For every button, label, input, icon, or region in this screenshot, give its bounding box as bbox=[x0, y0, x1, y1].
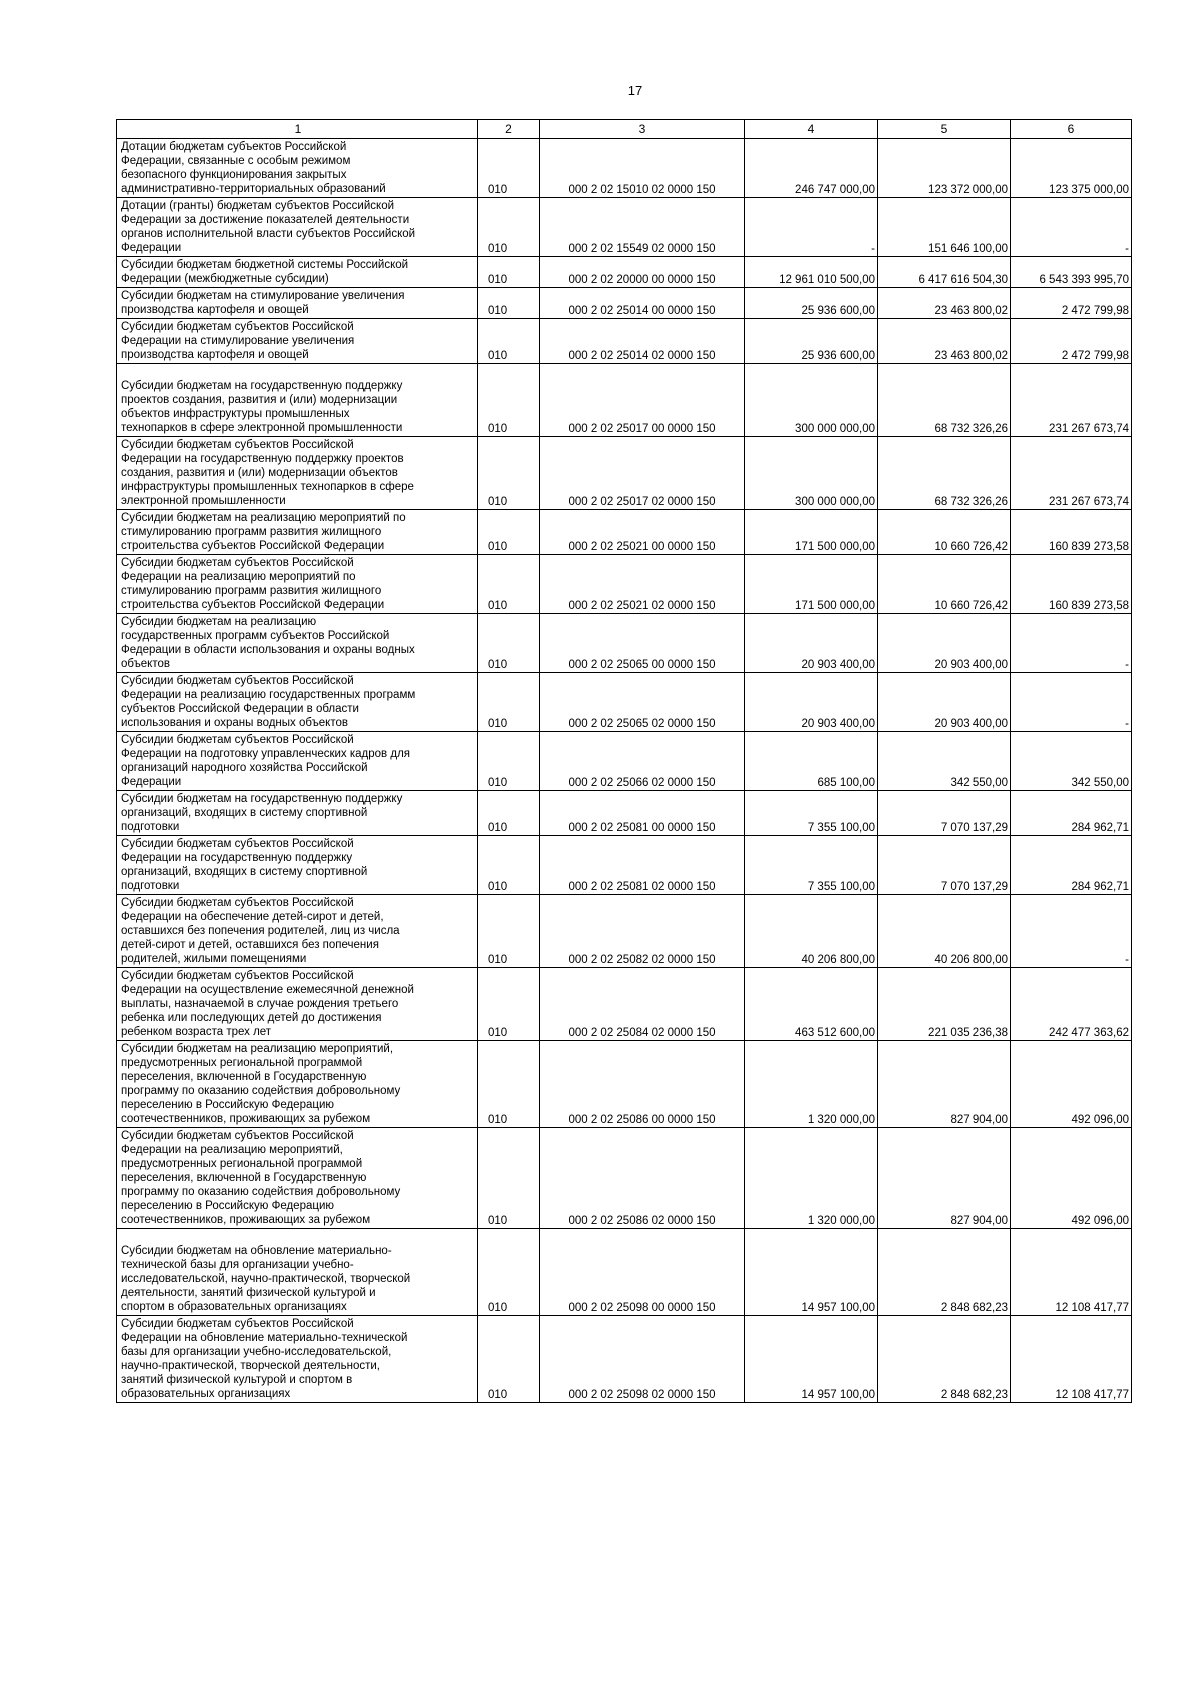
table-row bbox=[117, 139, 1132, 198]
column-header-2: 2 bbox=[478, 120, 540, 139]
budget-classification-code: 000 2 02 25081 00 0000 150 bbox=[540, 791, 745, 836]
unexecuted-amount: 231 267 673,74 bbox=[1011, 364, 1132, 437]
table-row bbox=[117, 1041, 1132, 1128]
budget-classification-code: 000 2 02 25082 02 0000 150 bbox=[540, 895, 745, 968]
admin-code: 010 bbox=[478, 139, 540, 198]
executed-amount: 7 070 137,29 bbox=[878, 836, 1011, 895]
unexecuted-amount: 492 096,00 bbox=[1011, 1041, 1132, 1128]
table-row bbox=[117, 1128, 1132, 1229]
executed-amount: 40 206 800,00 bbox=[878, 895, 1011, 968]
admin-code: 010 bbox=[478, 1128, 540, 1229]
unexecuted-amount: 284 962,71 bbox=[1011, 791, 1132, 836]
approved-amount: 463 512 600,00 bbox=[745, 968, 878, 1041]
row-name: Субсидии бюджетам субъектов Российской Федерации на подготовку управленческих кадров для организаций народного хозяйства Российской Федерации bbox=[117, 732, 478, 791]
budget-classification-code: 000 2 02 25086 02 0000 150 bbox=[540, 1128, 745, 1229]
row-name: Субсидии бюджетам субъектов Российской Федерации на обеспечение детей-сирот и детей, оставшихся без попечения родителей, лиц из числа детей-сирот и детей, оставшихся без попечения родителей, жилыми помещениями bbox=[117, 895, 478, 968]
row-name: Субсидии бюджетам субъектов Российской Федерации на обновление материально-технической базы для организации учебно-исследовательской, научно-практической, творческой деятельности, занятий физической культурой и спортом в образовательных организациях bbox=[117, 1316, 478, 1403]
table-row bbox=[117, 732, 1132, 791]
row-name: Субсидии бюджетам субъектов Российской Федерации на государственную поддержку организаций, входящих в систему спортивной подготовки bbox=[117, 836, 478, 895]
admin-code: 010 bbox=[478, 614, 540, 673]
column-header-1: 1 bbox=[117, 120, 478, 139]
executed-amount: 123 372 000,00 bbox=[878, 139, 1011, 198]
budget-classification-code: 000 2 02 15010 02 0000 150 bbox=[540, 139, 745, 198]
executed-amount: 68 732 326,26 bbox=[878, 437, 1011, 510]
approved-amount: 25 936 600,00 bbox=[745, 288, 878, 319]
admin-code: 010 bbox=[478, 288, 540, 319]
budget-classification-code: 000 2 02 25098 02 0000 150 bbox=[540, 1316, 745, 1403]
executed-amount: 221 035 236,38 bbox=[878, 968, 1011, 1041]
admin-code: 010 bbox=[478, 1041, 540, 1128]
admin-code: 010 bbox=[478, 1229, 540, 1316]
admin-code: 010 bbox=[478, 968, 540, 1041]
budget-classification-code: 000 2 02 25014 02 0000 150 bbox=[540, 319, 745, 364]
row-name: Субсидии бюджетам на реализацию мероприятий по стимулированию программ развития жилищного строительства субъектов Российской Федерации bbox=[117, 510, 478, 555]
page-number: 17 bbox=[627, 83, 643, 98]
executed-amount: 10 660 726,42 bbox=[878, 510, 1011, 555]
table-row bbox=[117, 437, 1132, 510]
unexecuted-amount: 6 543 393 995,70 bbox=[1011, 257, 1132, 288]
approved-amount: 20 903 400,00 bbox=[745, 673, 878, 732]
admin-code: 010 bbox=[478, 791, 540, 836]
unexecuted-amount: - bbox=[1011, 895, 1132, 968]
admin-code: 010 bbox=[478, 836, 540, 895]
unexecuted-amount: 284 962,71 bbox=[1011, 836, 1132, 895]
unexecuted-amount: - bbox=[1011, 673, 1132, 732]
column-header-5: 5 bbox=[878, 120, 1011, 139]
row-name: Субсидии бюджетам субъектов Российской Федерации на реализацию мероприятий, предусмотренных региональной программой переселения, включенной в Государственную программу по оказанию содействия добровольному переселению в Российскую Федерацию соотечественников, проживающих за рубежом bbox=[117, 1128, 478, 1229]
row-name: Субсидии бюджетам субъектов Российской Федерации на осуществление ежемесячной денежной выплаты, назначаемой в случае рождения третьего ребенка или последующих детей до достижения ребенком возраста трех лет bbox=[117, 968, 478, 1041]
unexecuted-amount: 492 096,00 bbox=[1011, 1128, 1132, 1229]
admin-code: 010 bbox=[478, 555, 540, 614]
table-row bbox=[117, 791, 1132, 836]
executed-amount: 7 070 137,29 bbox=[878, 791, 1011, 836]
unexecuted-amount: 123 375 000,00 bbox=[1011, 139, 1132, 198]
table-row bbox=[117, 364, 1132, 437]
unexecuted-amount: 12 108 417,77 bbox=[1011, 1316, 1132, 1403]
budget-table bbox=[116, 119, 1132, 1403]
unexecuted-amount: 12 108 417,77 bbox=[1011, 1229, 1132, 1316]
approved-amount: 25 936 600,00 bbox=[745, 319, 878, 364]
table-row bbox=[117, 555, 1132, 614]
admin-code: 010 bbox=[478, 198, 540, 257]
row-name: Субсидии бюджетам на реализацию государственных программ субъектов Российской Федерации в области использования и охраны водных объектов bbox=[117, 614, 478, 673]
budget-classification-code: 000 2 02 25021 02 0000 150 bbox=[540, 555, 745, 614]
executed-amount: 10 660 726,42 bbox=[878, 555, 1011, 614]
budget-classification-code: 000 2 02 25066 02 0000 150 bbox=[540, 732, 745, 791]
unexecuted-amount: 2 472 799,98 bbox=[1011, 319, 1132, 364]
executed-amount: 827 904,00 bbox=[878, 1128, 1011, 1229]
executed-amount: 68 732 326,26 bbox=[878, 364, 1011, 437]
executed-amount: 23 463 800,02 bbox=[878, 319, 1011, 364]
executed-amount: 342 550,00 bbox=[878, 732, 1011, 791]
unexecuted-amount: 242 477 363,62 bbox=[1011, 968, 1132, 1041]
approved-amount: - bbox=[745, 198, 878, 257]
approved-amount: 12 961 010 500,00 bbox=[745, 257, 878, 288]
approved-amount: 171 500 000,00 bbox=[745, 555, 878, 614]
executed-amount: 20 903 400,00 bbox=[878, 614, 1011, 673]
unexecuted-amount: - bbox=[1011, 614, 1132, 673]
budget-classification-code: 000 2 02 25021 00 0000 150 bbox=[540, 510, 745, 555]
budget-classification-code: 000 2 02 25081 02 0000 150 bbox=[540, 836, 745, 895]
approved-amount: 1 320 000,00 bbox=[745, 1041, 878, 1128]
approved-amount: 7 355 100,00 bbox=[745, 836, 878, 895]
approved-amount: 14 957 100,00 bbox=[745, 1229, 878, 1316]
table-row bbox=[117, 895, 1132, 968]
row-name: Субсидии бюджетам на реализацию мероприятий, предусмотренных региональной программой переселения, включенной в Государственную программу по оказанию содействия добровольному переселению в Российскую Федерацию соотечественников, проживающих за рубежом bbox=[117, 1041, 478, 1128]
approved-amount: 300 000 000,00 bbox=[745, 437, 878, 510]
approved-amount: 40 206 800,00 bbox=[745, 895, 878, 968]
unexecuted-amount: 160 839 273,58 bbox=[1011, 510, 1132, 555]
column-number-row bbox=[117, 120, 1132, 139]
budget-classification-code: 000 2 02 25086 00 0000 150 bbox=[540, 1041, 745, 1128]
budget-classification-code: 000 2 02 25065 00 0000 150 bbox=[540, 614, 745, 673]
admin-code: 010 bbox=[478, 257, 540, 288]
approved-amount: 1 320 000,00 bbox=[745, 1128, 878, 1229]
approved-amount: 14 957 100,00 bbox=[745, 1316, 878, 1403]
column-header-4: 4 bbox=[745, 120, 878, 139]
table-row bbox=[117, 1316, 1132, 1403]
admin-code: 010 bbox=[478, 364, 540, 437]
executed-amount: 2 848 682,23 bbox=[878, 1229, 1011, 1316]
approved-amount: 685 100,00 bbox=[745, 732, 878, 791]
budget-classification-code: 000 2 02 25017 00 0000 150 bbox=[540, 364, 745, 437]
unexecuted-amount: - bbox=[1011, 198, 1132, 257]
admin-code: 010 bbox=[478, 673, 540, 732]
row-name: Субсидии бюджетам субъектов Российской Федерации на государственную поддержку проектов создания, развития и (или) модернизации объектов инфраструктуры промышленных технопарков в сфере электронной промышленности bbox=[117, 437, 478, 510]
unexecuted-amount: 342 550,00 bbox=[1011, 732, 1132, 791]
table-row bbox=[117, 1229, 1132, 1316]
executed-amount: 151 646 100,00 bbox=[878, 198, 1011, 257]
row-name: Субсидии бюджетам на государственную поддержку проектов создания, развития и (или) модернизации объектов инфраструктуры промышленных технопарков в сфере электронной промышленности bbox=[117, 364, 478, 437]
budget-classification-code: 000 2 02 20000 00 0000 150 bbox=[540, 257, 745, 288]
budget-classification-code: 000 2 02 25065 02 0000 150 bbox=[540, 673, 745, 732]
budget-classification-code: 000 2 02 25084 02 0000 150 bbox=[540, 968, 745, 1041]
table-row bbox=[117, 288, 1132, 319]
executed-amount: 23 463 800,02 bbox=[878, 288, 1011, 319]
unexecuted-amount: 231 267 673,74 bbox=[1011, 437, 1132, 510]
unexecuted-amount: 2 472 799,98 bbox=[1011, 288, 1132, 319]
row-name: Дотации бюджетам субъектов Российской Федерации, связанные с особым режимом безопасного функционирования закрытых административно-территориальных образований bbox=[117, 139, 478, 198]
table-row bbox=[117, 968, 1132, 1041]
admin-code: 010 bbox=[478, 1316, 540, 1403]
row-name: Субсидии бюджетам бюджетной системы Российской Федерации (межбюджетные субсидии) bbox=[117, 257, 478, 288]
table-row bbox=[117, 198, 1132, 257]
approved-amount: 246 747 000,00 bbox=[745, 139, 878, 198]
column-header-6: 6 bbox=[1011, 120, 1132, 139]
table-row bbox=[117, 257, 1132, 288]
admin-code: 010 bbox=[478, 510, 540, 555]
table-row bbox=[117, 673, 1132, 732]
budget-classification-code: 000 2 02 25017 02 0000 150 bbox=[540, 437, 745, 510]
executed-amount: 2 848 682,23 bbox=[878, 1316, 1011, 1403]
row-name: Субсидии бюджетам на государственную поддержку организаций, входящих в систему спортивной подготовки bbox=[117, 791, 478, 836]
unexecuted-amount: 160 839 273,58 bbox=[1011, 555, 1132, 614]
admin-code: 010 bbox=[478, 895, 540, 968]
row-name: Субсидии бюджетам субъектов Российской Федерации на стимулирование увеличения производства картофеля и овощей bbox=[117, 319, 478, 364]
table-row bbox=[117, 614, 1132, 673]
table-row bbox=[117, 836, 1132, 895]
approved-amount: 7 355 100,00 bbox=[745, 791, 878, 836]
executed-amount: 6 417 616 504,30 bbox=[878, 257, 1011, 288]
admin-code: 010 bbox=[478, 319, 540, 364]
admin-code: 010 bbox=[478, 437, 540, 510]
executed-amount: 827 904,00 bbox=[878, 1041, 1011, 1128]
row-name: Дотации (гранты) бюджетам субъектов Российской Федерации за достижение показателей деятельности органов исполнительной власти субъектов Российской Федерации bbox=[117, 198, 478, 257]
row-name: Субсидии бюджетам на обновление материально- технической базы для организации учебно- исследовательской, научно-практической, творческой деятельности, занятий физической культурой и спортом в образовательных организациях bbox=[117, 1229, 478, 1316]
approved-amount: 20 903 400,00 bbox=[745, 614, 878, 673]
row-name: Субсидии бюджетам субъектов Российской Федерации на реализацию мероприятий по стимулированию программ развития жилищного строительства субъектов Российской Федерации bbox=[117, 555, 478, 614]
executed-amount: 20 903 400,00 bbox=[878, 673, 1011, 732]
budget-classification-code: 000 2 02 25014 00 0000 150 bbox=[540, 288, 745, 319]
table-row bbox=[117, 319, 1132, 364]
approved-amount: 171 500 000,00 bbox=[745, 510, 878, 555]
admin-code: 010 bbox=[478, 732, 540, 791]
row-name: Субсидии бюджетам субъектов Российской Федерации на реализацию государственных программ субъектов Российской Федерации в области использования и охраны водных объектов bbox=[117, 673, 478, 732]
row-name: Субсидии бюджетам на стимулирование увеличения производства картофеля и овощей bbox=[117, 288, 478, 319]
table-row bbox=[117, 510, 1132, 555]
budget-classification-code: 000 2 02 25098 00 0000 150 bbox=[540, 1229, 745, 1316]
approved-amount: 300 000 000,00 bbox=[745, 364, 878, 437]
budget-classification-code: 000 2 02 15549 02 0000 150 bbox=[540, 198, 745, 257]
column-header-3: 3 bbox=[540, 120, 745, 139]
